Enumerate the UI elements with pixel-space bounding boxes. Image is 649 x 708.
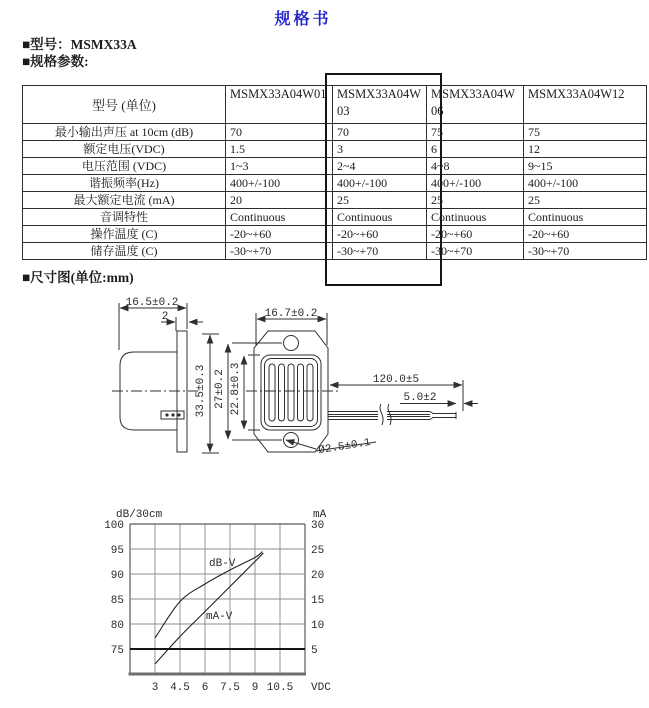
right-axis-tick: 5 [311,645,318,657]
left-axis-tick: 85 [110,595,124,607]
table-row [23,192,647,209]
cell-value: -20~+60 [427,226,524,243]
right-axis-title: mA [313,509,327,521]
right-axis-tick: 10 [311,620,325,632]
cell-value: 25 [427,192,524,209]
front-view [246,331,338,452]
table-row [23,209,647,226]
grille-slots [269,364,313,421]
cell-value: 400+/-100 [333,175,427,192]
dimension-drawing [60,295,480,480]
bottom-mounting-hole [284,433,299,448]
cell-value: Continuous [333,209,427,226]
right-axis-tick: 15 [311,595,325,607]
cell-value: Continuous [524,209,647,226]
row-label: 谐振频率(Hz) [23,175,226,192]
x-axis-tick: 7.5 [220,682,240,694]
right-axis-tick: 25 [311,545,325,557]
cell-value: 75 [524,124,647,141]
cell-value: 2~4 [333,158,427,175]
cell-value: -30~+70 [524,243,647,260]
dim-total-height-label: 33.5±0.3 [195,364,207,418]
x-axis-tick: 3 [151,682,159,694]
row-label: 最小输出声压 at 10cm (dB) [23,124,226,141]
header-model-w12: MSMX33A04W12 [524,86,647,124]
left-axis-tick: 100 [104,520,124,532]
dim-flange-thickness-label: 2 [161,311,169,323]
header-param-col: 型号 (单位) [23,86,226,124]
row-label: 储存温度 (C) [23,243,226,260]
cell-value: 6 [427,141,524,158]
cell-value: 70 [226,124,333,141]
cell-value: 12 [524,141,647,158]
spec-params-heading: ■规格参数: [22,54,89,69]
cell-value: 9~15 [524,158,647,175]
header-model-w06: MSMX33A04W06 [427,86,524,124]
right-axis-tick: 30 [311,520,325,532]
lead-wires [328,374,478,425]
dim-hole-diameter-label: Ø2.5±0.1 [317,436,372,458]
front-view-dimensions [214,308,376,457]
series-label-ma-v: mA-V [206,611,233,623]
dim-side-width-label: 16.5±0.2 [125,297,179,309]
cell-value: 4~8 [427,158,524,175]
table-row [23,124,647,141]
table-row [23,175,647,192]
dim-front-width-label: 16.7±0.2 [264,308,318,320]
row-label: 额定电压(VDC) [23,141,226,158]
cell-value: 400+/-100 [226,175,333,192]
table-row [23,243,647,260]
cell-value: 25 [524,192,647,209]
series-label-db-v: dB-V [209,558,236,570]
cell-value: -20~+60 [524,226,647,243]
table-row [23,141,647,158]
dim-grille-height-label: 22.8±0.3 [230,362,242,416]
dim-hole-pitch-label: 27±0.2 [214,369,226,409]
table-row [23,226,647,243]
cell-value: -30~+70 [226,243,333,260]
row-label: 最大额定电流 (mA) [23,192,226,209]
row-label: 音调特性 [23,209,226,226]
stripped-wire-end [430,412,456,420]
dim-wire-length-label: 120.0±5 [372,374,420,386]
performance-chart [85,495,347,708]
table-header-row [23,86,647,124]
x-axis-tick: 10.5 [266,682,294,694]
cell-value: 70 [333,124,427,141]
row-label: 操作温度 (C) [23,226,226,243]
cell-value: 1.5 [226,141,333,158]
cell-value: 400+/-100 [524,175,647,192]
x-axis-tick: 9 [251,682,259,694]
x-axis-tick: 6 [201,682,209,694]
grille-outer [261,355,321,430]
cell-value: -20~+60 [333,226,427,243]
left-axis-title: dB/30cm [116,509,163,521]
left-axis-tick: 80 [110,620,124,632]
header-model-w03: MSMX33A04W03 [333,86,427,124]
left-axis-tick: 90 [110,570,124,582]
cell-value: 20 [226,192,333,209]
left-axis-tick: 75 [110,645,124,657]
side-view [112,331,198,452]
x-axis-tick: 4.5 [170,682,190,694]
left-axis-tick: 95 [110,545,124,557]
dimension-section-heading: ■尺寸图(单位:mm) [22,270,134,285]
cell-value: 25 [333,192,427,209]
header-model-w01: MSMX33A04W01 [226,86,333,124]
cell-value: -20~+60 [226,226,333,243]
top-mounting-hole [284,336,299,351]
model-number-line: ■型号：MSMX33A [22,37,137,52]
cell-value: 75 [427,124,524,141]
cell-value: 1~3 [226,158,333,175]
cell-value: Continuous [427,209,524,226]
dim-strip-length-label: 5.0±2 [403,392,437,404]
cell-value: 3 [333,141,427,158]
right-axis-tick: 20 [311,570,325,582]
page-title: 规格书 [274,11,332,28]
row-label: 电压范围 (VDC) [23,158,226,175]
table-row [23,158,647,175]
cell-value: -30~+70 [427,243,524,260]
cell-value: -30~+70 [333,243,427,260]
spec-table [22,85,647,260]
cell-value: 400+/-100 [427,175,524,192]
x-axis-title: VDC [311,682,331,694]
cell-value: Continuous [226,209,333,226]
